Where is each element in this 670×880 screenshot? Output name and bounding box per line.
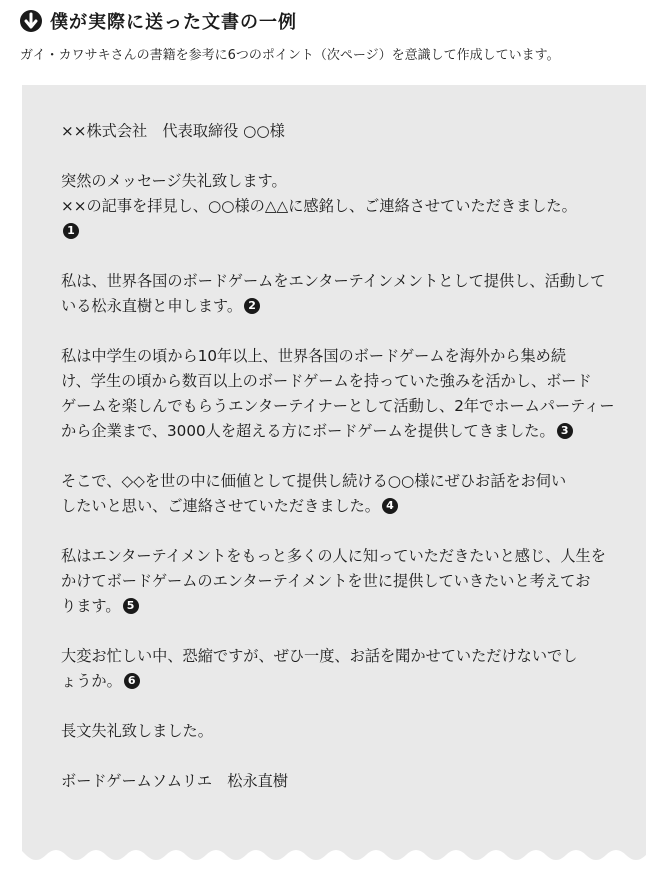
text-line: ります。 5: [61, 594, 621, 619]
point-number-badge: 4: [382, 498, 398, 514]
text-line: 私はエンターテイメントをもっと多くの人に知っていただきたいと感じ、人生を: [61, 547, 606, 565]
signature-line: ボードゲームソムリエ 松永直樹: [61, 772, 289, 790]
point-number-badge: 2: [244, 298, 260, 314]
heading-title: 僕が実際に送った文書の一例: [50, 12, 297, 33]
letter-address: [61, 119, 621, 144]
text-line: から企業まで、3000人を超える方にボードゲームを提供してきました。 3: [61, 419, 621, 444]
text-line: そこで、◇◇を世の中に価値として提供し続ける○○様にぜひお話をお伺い: [61, 472, 567, 490]
subtitle: ガイ・カワサキさんの書籍を参考に6つのポイント（次ページ）を意識して作成しています。: [20, 48, 560, 63]
paragraph-4: [61, 469, 621, 519]
text-line: したいと思い、ご連絡させていただきました。 4: [61, 494, 621, 519]
text-line: ××の記事を拝見し、○○様の△△に感銘し、ご連絡させていただきました。: [61, 197, 577, 215]
text-line: ょうか。 6: [61, 669, 621, 694]
address-line: ××株式会社 代表取締役 ○○様: [61, 122, 285, 140]
text-line: 私は中学生の頃から10年以上、世界各国のボードゲームを海外から集め続: [61, 347, 567, 365]
point-number-badge: 5: [123, 598, 139, 614]
text-line: かけてボードゲームのエンターテイメントを世に提供していきたいと考えてお: [61, 572, 591, 590]
paragraph-2: [61, 269, 621, 319]
point-number-badge: 3: [557, 423, 573, 439]
down-arrow-circle-icon: [20, 10, 42, 32]
paragraph-6: [61, 644, 621, 694]
text-line: 大変お忙しい中、恐縮ですが、ぜひ一度、お話を聞かせていただけないでし: [61, 647, 578, 665]
paragraph-1: [61, 169, 621, 244]
text-line: け、学生の頃から数百以上のボードゲームを持っていた強みを活かし、ボード: [61, 372, 592, 390]
letter-body: [61, 119, 621, 819]
text-line: [61, 219, 621, 244]
paragraph-3: [61, 344, 621, 444]
signature: [61, 769, 621, 794]
paragraph-5: [61, 544, 621, 619]
section-heading: [20, 8, 297, 34]
text-line: いる松永直樹と申します。 2: [61, 294, 621, 319]
point-number-badge: 6: [124, 673, 140, 689]
text-line: 私は、世界各国のボードゲームをエンターテインメントとして提供し、活動して: [61, 272, 606, 290]
closing: [61, 719, 621, 744]
point-number-badge: 1: [63, 223, 79, 239]
text-line: ゲームを楽しんでもらうエンターテイナーとして活動し、2年でホームパーティー: [61, 397, 615, 415]
letter-paper: [22, 85, 646, 880]
text-line: 突然のメッセージ失礼致します。: [61, 172, 287, 190]
closing-line: 長文失礼致しました。: [61, 722, 213, 740]
